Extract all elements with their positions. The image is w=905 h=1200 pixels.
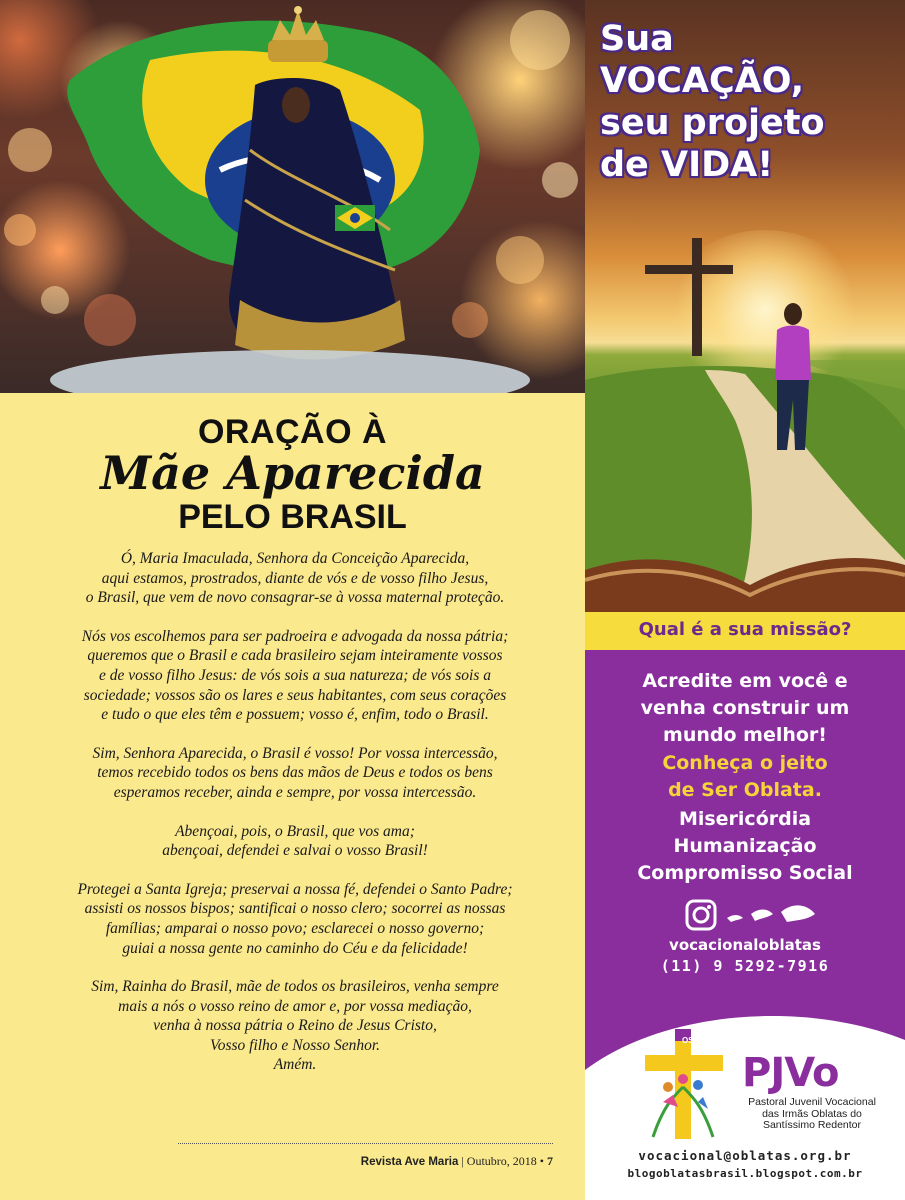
prayer-line: Sim, Rainha do Brasil, mãe de todos os brasileiros, venha sempre [91,978,499,996]
page-number: 7 [547,1154,553,1168]
headline-line: Sua [600,19,674,59]
logo-name: PJVo [742,1050,839,1096]
headline-line: seu projeto [600,103,825,143]
prayer-line: esperamos receber, ainda e sempre, por vossa intercessão. [113,783,477,801]
prayer-text [50,549,540,1075]
prayer-line: Vosso filho e Nosso Senhor. [209,1036,381,1054]
prayer-line: Nós vos escolhemos para ser padroeira e advogada da nossa pátria; [81,627,509,645]
title-line-2: Mãe Aparecida [100,446,485,500]
ad-line-7: Humanização [673,835,817,857]
headline-line: VOCAÇÃO, [600,61,805,101]
logo-subtitle-line: Santíssimo Redentor [762,1119,862,1131]
prayer-stanza-5 [50,880,540,958]
aparecida-photo [0,0,585,393]
doves-icon [727,905,815,922]
prayer-line: guiai a nossa gente no caminho do Céu e da felicidade! [122,939,468,957]
page-footer [300,1154,553,1169]
logo-osr: OSR [682,1036,700,1045]
social-handle: vocacionaloblatas [669,936,821,954]
ad-line-5: de Ser Oblata. [668,779,822,801]
footer-divider [178,1143,553,1144]
prayer-line: temos recebido todos os bens das mãos de Deus e todos os bens [97,764,493,782]
prayer-stanza-6 [50,977,540,1075]
prayer-line: venha à nossa pátria o Reino de Jesus Cristo, [153,1017,437,1035]
prayer-line: Amém. [273,1056,317,1074]
ad-line-6: Misericórdia [678,808,812,830]
prayer-line: Ó, Maria Imaculada, Senhora da Conceição Aparecida, [120,550,470,567]
logo-subtitle-line: Pastoral Juvenil Vocacional [748,1096,876,1108]
ad-line-4: Conheça o jeito [662,752,828,774]
magazine-name: Revista Ave Maria [360,1156,459,1168]
instagram-icon [687,901,715,929]
ad-line-1: Acredite em você e [642,670,848,692]
mission-question: Qual é a sua missão? [638,619,852,640]
walking-woman-figure [765,300,815,460]
ad-line-2: venha construir um [640,697,850,719]
title-line-3: PELO BRASIL [178,498,407,536]
prayer-line: Protegei a Santa Igreja; preservai a nossa fé, defendei o Santo Padre; [77,880,513,898]
prayer-line: o Brasil, que vem de novo consagrar-se à vossa maternal proteção. [85,589,505,607]
headline-line: de VIDA! [600,145,774,185]
prayer-line: e tudo o que eles têm e possuem; vosso é, enfim, todo o Brasil. [101,706,489,724]
ad-line-3: mundo melhor! [663,724,827,746]
prayer-line: abençoai, defendei e salvai o vosso Brasil! [162,842,428,860]
phone-number: (11) 9 5292-7916 [660,957,830,975]
prayer-stanza-3 [50,744,540,803]
title-line-1: ORAÇÃO À [197,413,388,451]
prayer-line: queremos que o Brasil e cada brasileiro sejam inteiramente vossos [87,647,503,665]
prayer-line: mais a nós o vosso reino de amor e, por vossa mediação, [118,997,472,1015]
prayer-stanza-1 [50,549,540,608]
prayer-line: Abençoai, pois, o Brasil, que vos ama; [175,822,415,840]
vocation-headline [600,18,900,186]
issue-date: | Outubro, 2018 • [461,1154,544,1168]
social-icons [585,898,905,932]
prayer-line: famílias; amparai o nosso povo; esclarecei o nosso governo; [105,919,485,937]
logo-subtitle-line: das Irmãs Oblatas do [762,1107,862,1120]
prayer-line: aqui estamos, prostrados, diante de vós e de vosso filho Jesus, [101,569,489,587]
prayer-stanza-2 [50,627,540,725]
ad-line-8: Compromisso Social [637,862,853,884]
logo-subtitle [742,1097,882,1132]
cross-bar [645,265,733,274]
prayer-line: Sim, Senhora Aparecida, o Brasil é vosso! Por vossa intercessão, [92,744,498,762]
prayer-line: e de vosso filho Jesus: de vós sois a sua natureza; de vós sois a [98,666,492,684]
bible-illustration [585,540,905,612]
prayer-stanza-4 [50,822,540,861]
prayer-line: assisti os nossos bispos; santificai o nosso clero; socorrei as nossas [84,900,506,918]
cross-icon [692,238,702,356]
email-link[interactable]: vocacional@oblatas.org.br [638,1148,852,1163]
blog-link[interactable]: blogoblatasbrasil.blogspot.com.br [627,1167,863,1180]
prayer-line: sociedade; vossos são os lares e seus habitantes, com seus corações [83,686,507,704]
